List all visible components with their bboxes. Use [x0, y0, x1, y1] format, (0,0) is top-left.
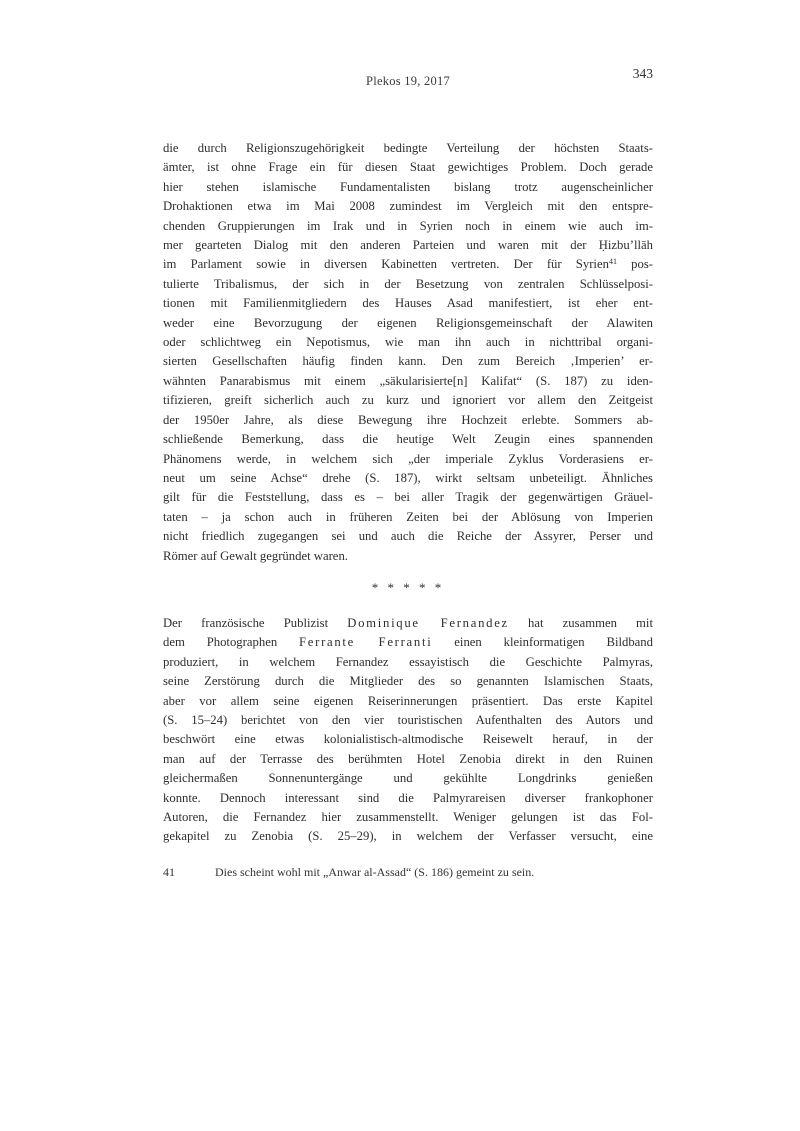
text-line: hier stehen islamische Fundamentalisten bislang trotz augenscheinlicher: [163, 179, 653, 194]
text-segment: hat zusammen mit: [508, 615, 653, 630]
text-line: gilt für die Feststellung, dass es – bei aller Tragik der gegenwärtigen Gräuel-: [163, 490, 653, 505]
page-number: 343: [632, 66, 653, 81]
text-line: konnte. Dennoch interessant sind die Palmyrareisen diverser frankophoner: [163, 790, 653, 805]
text-line: tifizieren, greift sicherlich auch zu kurz und ignoriert vor allem den Zeitgeist: [163, 393, 653, 408]
text-line: seine Zerstörung durch die Mitglieder des so genannten Islamischen Staats,: [163, 674, 653, 689]
text-line: weder eine Bevorzugung der eigenen Religionsgemeinschaft der Alawiten: [163, 315, 653, 330]
page-header: [163, 66, 653, 98]
text-line: tulierte Tribalismus, der sich in der Besetzung von zentralen Schlüsselposi-: [163, 276, 653, 291]
running-head: Plekos 19, 2017: [366, 74, 450, 88]
text-line: Autoren, die Fernandez hier zusammenstellt. Weniger gelungen ist das Fol-: [163, 810, 653, 824]
text-line: der 1950er Jahre, als diese Bewegung ihre Hochzeit erlebte. Sommers ab-: [163, 412, 653, 427]
text-line: Römer auf Gewalt gegründet waren.: [163, 548, 348, 563]
text-line-with-footnote-ref: [163, 255, 653, 274]
line-group: [163, 653, 653, 847]
content-column: [163, 0, 653, 1131]
footnote-text: Dies scheint wohl mit „Anwar al-Assad“ (S. 186) gemeint zu sein.: [215, 865, 535, 879]
paragraph-2: [163, 614, 653, 847]
text-line-with-name: [163, 614, 653, 633]
text-line: Phänomens werde, in welchem sich „der imperiale Zyklus Vorderasiens er-: [163, 451, 653, 466]
text-line: aber vor allem seine eigenen Reiserinnerungen präsentiert. Das erste Kapitel: [163, 693, 653, 708]
text-segment: dem Photographen: [163, 635, 300, 650]
footnote-number: 41: [163, 865, 175, 879]
text-segment: im Parlament sowie in diversen Kabinetten vertreten. Der für Syrien: [163, 257, 609, 272]
text-line: oder schlichtweg ein Nepotismus, wie man ihn auch in nichttribal organi-: [163, 335, 653, 350]
text-line: taten – ja schon auch in früheren Zeiten bei der Ablösung von Imperien: [163, 509, 653, 524]
text-line: schließende Bemerkung, dass die heutige Welt Zeugin eines spannenden: [163, 432, 653, 447]
text-line: nicht friedlich zugegangen sei und auch die Reiche der Assyrer, Perser und: [163, 529, 653, 544]
text-line-with-name: [163, 633, 653, 652]
footnote: [163, 864, 653, 880]
text-line: wähnten Panarabismus mit einem „säkularisierte[n] Kalifat“ (S. 187) zu iden-: [163, 373, 653, 388]
article-body: [163, 139, 653, 847]
text-line: beschwört eine etwas kolonialistisch-altmodische Reisewelt herauf, in der: [163, 732, 653, 747]
text-line: ämter, ist ohne Frage ein für diesen Staat gewichtiges Problem. Doch gerade: [163, 160, 653, 175]
line-group: [163, 275, 653, 566]
text-line: neut um seine Achse“ drehe (S. 187), wirkt seltsam unbeteiligt. Ähnliches: [163, 470, 653, 485]
paragraph-1: [163, 139, 653, 566]
line-group: [163, 139, 653, 255]
text-line: produziert, in welchem Fernandez essayistisch die Geschichte Palmyras,: [163, 654, 653, 669]
text-line: tionen mit Familienmitgliedern des Hauses Asad manifestiert, ist eher ent-: [163, 296, 653, 311]
footnote-ref-marker: 41: [608, 256, 617, 266]
text-line: man auf der Terrasse des berühmten Hotel Zenobia direkt in den Ruinen: [163, 751, 653, 766]
text-line: mer gearteten Dialog mit den anderen Parteien und waren mit der Ḥizbu’llāh: [163, 238, 653, 253]
text-line: Drohaktionen etwa im Mai 2008 zumindest im Vergleich mit den entspre-: [163, 199, 653, 214]
person-name: Dominique Fernandez: [347, 615, 509, 630]
text-segment: Der französische Publizist: [163, 615, 348, 630]
text-line: gekapitel zu Zenobia (S. 25–29), in welchem der Verfasser versucht, eine: [163, 829, 653, 844]
text-line: (S. 15–24) berichtet von den vier touristischen Aufenthalten des Autors und: [163, 712, 653, 727]
text-line: sierten Gesellschaften häufig finden kann. Den zum Bereich ‚Imperien’ er-: [163, 354, 653, 369]
section-separator: * * * * *: [371, 579, 445, 595]
text-segment: pos-: [616, 257, 653, 272]
text-segment: einen kleinformatigen Bildband: [432, 635, 653, 650]
person-name: Ferrante Ferranti: [299, 635, 433, 650]
text-line: chenden Gruppierungen im Irak und in Syrien noch in einem wie auch im-: [163, 218, 653, 233]
text-line: gleichermaßen Sonnenuntergänge und gekühlte Longdrinks genießen: [163, 771, 653, 786]
text-line: die durch Religionszugehörigkeit bedingte Verteilung der höchsten Staats-: [163, 141, 653, 155]
